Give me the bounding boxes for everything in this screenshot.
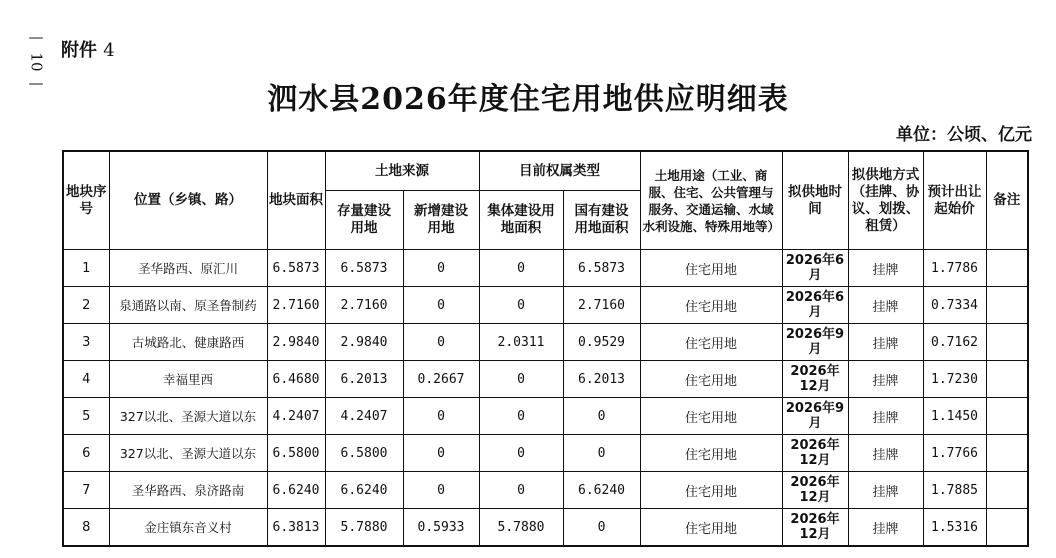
cell-area: 6.5873 [267, 250, 325, 287]
cell-time: 2026年9月 [782, 398, 848, 435]
cell-location: 圣华路西、泉济路南 [109, 472, 267, 509]
cell-existing: 2.9840 [325, 324, 403, 361]
header-source-new: 新增建设用地 [403, 191, 479, 250]
attachment-label [61, 36, 115, 62]
header-ownership: 目前权属类型 [479, 151, 640, 191]
cell-usage: 住宅用地 [640, 472, 782, 509]
header-source-existing: 存量建设用地 [325, 191, 403, 250]
cell-price: 1.5316 [923, 509, 986, 547]
cell-state: 0 [563, 435, 640, 472]
cell-remark [986, 472, 1028, 509]
cell-collective: 0 [479, 361, 563, 398]
cell-usage: 住宅用地 [640, 398, 782, 435]
cell-state: 0 [563, 509, 640, 547]
cell-method: 挂牌 [848, 250, 923, 287]
cell-remark [986, 509, 1028, 547]
header-price: 预计出让起始价 [923, 151, 986, 250]
cell-collective: 5.7880 [479, 509, 563, 547]
cell-seq: 6 [63, 435, 109, 472]
cell-remark [986, 324, 1028, 361]
cell-price: 1.7766 [923, 435, 986, 472]
cell-usage: 住宅用地 [640, 435, 782, 472]
cell-new: 0.2667 [403, 361, 479, 398]
cell-new: 0 [403, 250, 479, 287]
cell-seq: 1 [63, 250, 109, 287]
unit-label: 单位：公顷、亿元 [896, 125, 1032, 145]
cell-remark [986, 250, 1028, 287]
cell-existing: 4.2407 [325, 398, 403, 435]
cell-time: 2026年12月 [782, 472, 848, 509]
header-ownership-state: 国有建设用地面积 [563, 191, 640, 250]
table-row [63, 435, 1028, 472]
cell-area: 6.4680 [267, 361, 325, 398]
cell-usage: 住宅用地 [640, 361, 782, 398]
cell-collective: 0 [479, 250, 563, 287]
cell-remark [986, 435, 1028, 472]
cell-method: 挂牌 [848, 398, 923, 435]
cell-price: 1.7885 [923, 472, 986, 509]
cell-area: 6.3813 [267, 509, 325, 547]
header-usage: 土地用途（工业、商服、住宅、公共管理与服务、交通运输、水域水利设施、特殊用地等） [640, 151, 782, 250]
cell-price: 1.7230 [923, 361, 986, 398]
header-ownership-collective: 集体建设用地面积 [479, 191, 563, 250]
cell-usage: 住宅用地 [640, 324, 782, 361]
attachment-text: 附件 [61, 40, 97, 61]
cell-new: 0 [403, 287, 479, 324]
cell-state: 6.5873 [563, 250, 640, 287]
table-row [63, 287, 1028, 324]
cell-location: 泉通路以南、原圣鲁制药 [109, 287, 267, 324]
cell-new: 0 [403, 324, 479, 361]
cell-price: 0.7334 [923, 287, 986, 324]
cell-area: 6.6240 [267, 472, 325, 509]
page-number: — 10 — [27, 28, 46, 92]
cell-price: 1.7786 [923, 250, 986, 287]
cell-time: 2026年12月 [782, 361, 848, 398]
cell-usage: 住宅用地 [640, 250, 782, 287]
cell-remark [986, 361, 1028, 398]
land-supply-table [62, 150, 1029, 547]
table-body [63, 250, 1028, 547]
header-remark: 备注 [986, 151, 1028, 250]
cell-seq: 2 [63, 287, 109, 324]
cell-time: 2026年12月 [782, 435, 848, 472]
cell-seq: 7 [63, 472, 109, 509]
cell-state: 6.6240 [563, 472, 640, 509]
cell-remark [986, 398, 1028, 435]
cell-area: 4.2407 [267, 398, 325, 435]
cell-area: 2.7160 [267, 287, 325, 324]
cell-new: 0 [403, 472, 479, 509]
cell-time: 2026年12月 [782, 509, 848, 547]
table-row [63, 361, 1028, 398]
cell-seq: 5 [63, 398, 109, 435]
cell-collective: 0 [479, 398, 563, 435]
cell-seq: 4 [63, 361, 109, 398]
cell-existing: 5.7880 [325, 509, 403, 547]
cell-state: 0.9529 [563, 324, 640, 361]
table-row [63, 250, 1028, 287]
cell-location: 古城路北、健康路西 [109, 324, 267, 361]
cell-existing: 6.6240 [325, 472, 403, 509]
cell-time: 2026年9月 [782, 324, 848, 361]
cell-method: 挂牌 [848, 287, 923, 324]
cell-method: 挂牌 [848, 472, 923, 509]
cell-new: 0 [403, 398, 479, 435]
cell-time: 2026年6月 [782, 287, 848, 324]
cell-usage: 住宅用地 [640, 287, 782, 324]
cell-time: 2026年6月 [782, 250, 848, 287]
cell-location: 327以北、圣源大道以东 [109, 435, 267, 472]
cell-existing: 6.5873 [325, 250, 403, 287]
header-location: 位置（乡镇、路） [109, 151, 267, 250]
table-row [63, 509, 1028, 547]
table-row [63, 324, 1028, 361]
cell-state: 0 [563, 398, 640, 435]
attachment-number: 4 [103, 40, 115, 61]
table-row [63, 398, 1028, 435]
cell-existing: 2.7160 [325, 287, 403, 324]
cell-collective: 2.0311 [479, 324, 563, 361]
cell-collective: 0 [479, 287, 563, 324]
cell-existing: 6.5800 [325, 435, 403, 472]
cell-location: 金庄镇东音义村 [109, 509, 267, 547]
header-seq: 地块序号 [63, 151, 109, 250]
cell-area: 2.9840 [267, 324, 325, 361]
cell-method: 挂牌 [848, 435, 923, 472]
cell-method: 挂牌 [848, 361, 923, 398]
cell-area: 6.5800 [267, 435, 325, 472]
cell-price: 1.1450 [923, 398, 986, 435]
page-number-value: 10 [27, 52, 46, 72]
header-source: 土地来源 [325, 151, 479, 191]
cell-location: 圣华路西、原汇川 [109, 250, 267, 287]
cell-seq: 8 [63, 509, 109, 547]
header-area: 地块面积 [267, 151, 325, 250]
cell-usage: 住宅用地 [640, 509, 782, 547]
cell-method: 挂牌 [848, 509, 923, 547]
header-method: 拟供地方式（挂牌、协议、划拨、租赁） [848, 151, 923, 250]
cell-new: 0.5933 [403, 509, 479, 547]
cell-existing: 6.2013 [325, 361, 403, 398]
cell-collective: 0 [479, 472, 563, 509]
table-row [63, 472, 1028, 509]
header-time: 拟供地时间 [782, 151, 848, 250]
cell-price: 0.7162 [923, 324, 986, 361]
cell-new: 0 [403, 435, 479, 472]
cell-seq: 3 [63, 324, 109, 361]
cell-state: 2.7160 [563, 287, 640, 324]
cell-state: 6.2013 [563, 361, 640, 398]
cell-method: 挂牌 [848, 324, 923, 361]
cell-collective: 0 [479, 435, 563, 472]
cell-remark [986, 287, 1028, 324]
cell-location: 327以北、圣源大道以东 [109, 398, 267, 435]
document-title: 泗水县2026年度住宅用地供应明细表 [267, 82, 789, 117]
cell-location: 幸福里西 [109, 361, 267, 398]
